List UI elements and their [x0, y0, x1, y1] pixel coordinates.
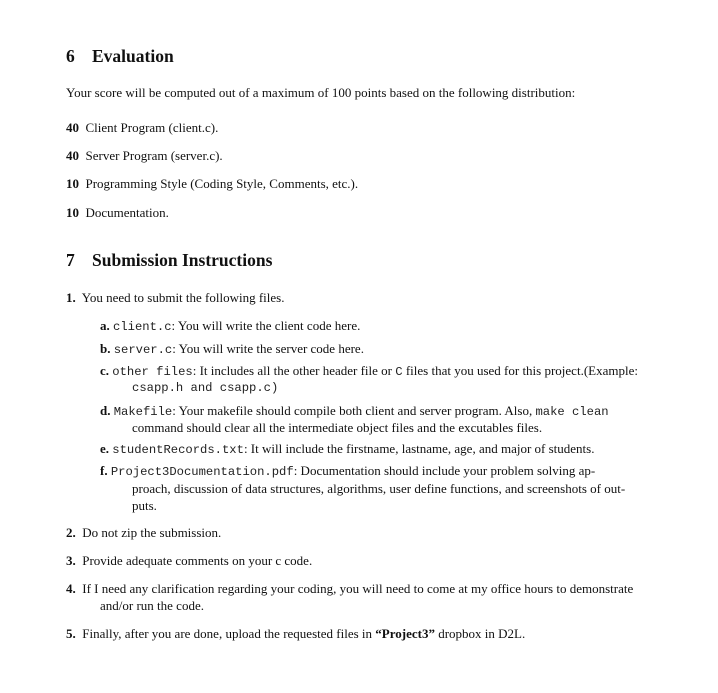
grade-label: Documentation. — [85, 205, 169, 220]
file-desc: : Documentation should include your problem solving ap- — [293, 463, 596, 478]
file-item-server — [100, 341, 364, 357]
file-name: studentRecords.txt — [112, 443, 244, 457]
file-item-documentation — [100, 463, 595, 479]
grade-label: Programming Style (Coding Style, Comments, etc.). — [85, 176, 359, 191]
file-name: Makefile — [113, 405, 173, 419]
list-text-cont: and/or run the code. — [100, 598, 204, 613]
file-desc-cont: command should clear all the intermediate object files and the excutables files. — [132, 420, 543, 435]
grade-points: 10 — [66, 176, 79, 191]
list-text: Finally, after you are done, upload the requested files in — [82, 626, 376, 641]
list-text: Do not zip the submission. — [82, 525, 222, 540]
section-6-title: Evaluation — [92, 46, 174, 66]
list-item — [66, 581, 633, 597]
file-item-client — [100, 318, 360, 334]
grade-item — [66, 205, 169, 221]
grade-item — [66, 120, 218, 136]
file-name: other files — [112, 365, 193, 379]
list-item — [66, 525, 221, 541]
list-item — [66, 553, 312, 569]
list-marker: 4. — [66, 581, 76, 596]
file-desc-line3: puts. — [132, 498, 157, 513]
file-item-other — [100, 363, 638, 379]
file-name: server.c — [113, 343, 173, 357]
list-text: Provide adequate comments on your c code. — [82, 553, 313, 568]
evaluation-intro: Your score will be computed out of a maximum of 100 points based on the following distribution: — [66, 85, 576, 100]
list-text: You need to submit the following files. — [81, 290, 285, 305]
grade-points: 10 — [66, 205, 79, 220]
list-item — [66, 626, 525, 642]
file-desc-cont: files that you used for this project.(Example: — [402, 363, 638, 378]
file-name: Project3Documentation.pdf — [110, 465, 294, 479]
section-7-title: Submission Instructions — [92, 250, 273, 270]
grade-item — [66, 148, 223, 164]
file-desc: : You will write the server code here. — [172, 341, 364, 356]
list-marker: 1. — [66, 290, 76, 305]
list-marker: 2. — [66, 525, 76, 540]
section-7-number: 7 — [66, 250, 75, 270]
section-6-number: 6 — [66, 46, 75, 66]
sub-marker: d. — [100, 403, 111, 418]
file-example: csapp.h and csapp.c) — [132, 381, 279, 395]
make-clean-command: make clean — [535, 405, 609, 419]
list-text: If I need any clarification regarding your coding, you will need to come at my office hours to demonstrate — [82, 581, 634, 596]
sub-marker: b. — [100, 341, 111, 356]
grade-points: 40 — [66, 120, 79, 135]
grade-item — [66, 176, 358, 192]
file-item-makefile — [100, 403, 609, 419]
grade-label: Server Program (server.c). — [85, 148, 223, 163]
file-desc-line2: proach, discussion of data structures, algorithms, user define functions, and screenshots of out- — [132, 481, 626, 496]
file-name: client.c — [113, 320, 172, 334]
file-desc: : It will include the firstname, lastname, age, and major of students. — [243, 441, 595, 456]
grade-label: Client Program (client.c). — [85, 120, 219, 135]
sub-marker: c. — [100, 363, 110, 378]
dropbox-name: “Project3” — [375, 626, 435, 641]
list-marker: 3. — [66, 553, 76, 568]
file-item-records — [100, 441, 594, 457]
file-desc: : It includes all the other header file or — [192, 363, 396, 378]
list-marker: 5. — [66, 626, 76, 641]
grade-points: 40 — [66, 148, 79, 163]
sub-marker: e. — [100, 441, 110, 456]
file-lang: C — [395, 365, 403, 379]
list-item — [66, 290, 284, 306]
list-text-end: dropbox in D2L. — [434, 626, 526, 641]
sub-marker: a. — [100, 318, 110, 333]
sub-marker: f. — [100, 463, 108, 478]
file-desc: : You will write the client code here. — [171, 318, 361, 333]
file-desc: : Your makefile should compile both client and server program. Also, — [172, 403, 536, 418]
